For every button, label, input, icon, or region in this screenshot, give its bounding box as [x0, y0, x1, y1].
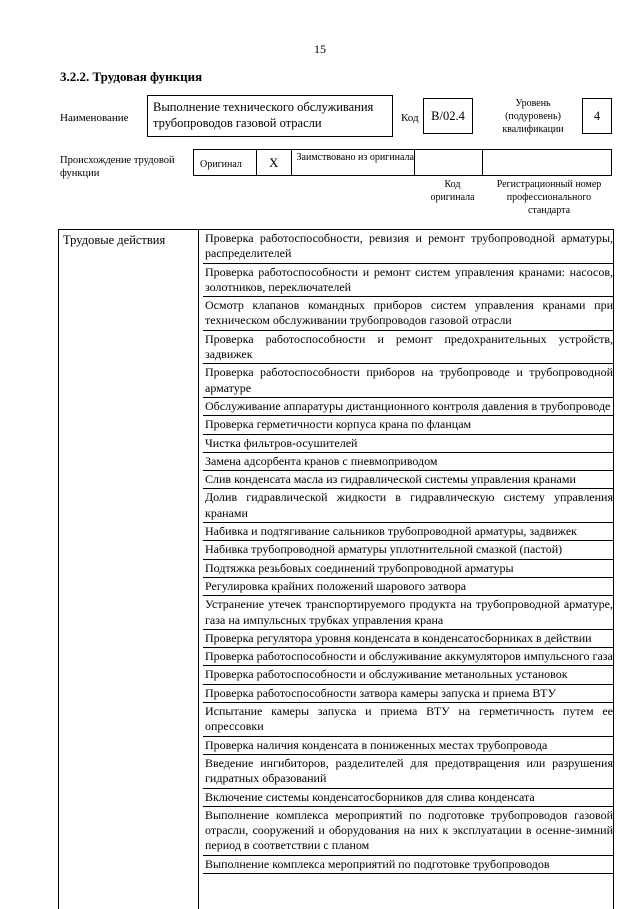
column-divider [198, 230, 199, 909]
labor-action-item: Замена адсорбента кранов с пневмоприводом [203, 453, 613, 471]
labor-action-item: Подтяжка резьбовых соединений трубопроводной арматуры [203, 560, 613, 578]
labor-action-item: Выполнение комплекса мероприятий по подготовке трубопроводов [203, 856, 613, 874]
code-label: Код [401, 112, 419, 124]
labor-action-item: Проверка работоспособности и обслуживание метанольных установок [203, 666, 613, 684]
reg-number-cell [483, 150, 611, 175]
original-label: Оригинал [194, 150, 257, 175]
labor-actions-label: Трудовые действия [63, 233, 166, 247]
origin-label: Происхождение трудовой функции [60, 155, 175, 179]
name-label: Наименование [60, 112, 129, 124]
labor-action-item: Устранение утечек транспортируемого продукта на трубопроводной арматуре, газа на импульсных трубках управления крана [203, 596, 613, 630]
labor-action-item: Проверка работоспособности приборов на трубопроводе и трубопроводной арматуре [203, 364, 613, 398]
labor-action-item: Включение системы конденсатосборников для слива конденсата [203, 789, 613, 807]
section-title: 3.2.2. Трудовая функция [60, 69, 203, 84]
labor-actions-list [203, 230, 613, 874]
labor-action-item: Проверка герметичности корпуса крана по фланцам [203, 416, 613, 434]
function-name-value: Выполнение технического обслуживания трубопроводов газовой отрасли [147, 95, 393, 137]
labor-action-item: Проверка работоспособности и ремонт предохранительных устройств, задвижек [203, 331, 613, 365]
code-original-label: Код оригинала [430, 179, 475, 203]
labor-action-item: Набивка трубопроводной арматуры уплотнительной смазкой (пастой) [203, 541, 613, 559]
labor-action-item: Слив конденсата масла из гидравлической системы управления кранами [203, 471, 613, 489]
labor-action-item: Набивка и подтягивание сальников трубопроводной арматуры, задвижек [203, 523, 613, 541]
level-label: Уровень (подуровень) квалификации [502, 98, 564, 135]
labor-actions-table [58, 229, 614, 909]
original-mark: X [257, 150, 292, 175]
labor-action-item: Осмотр клапанов командных приборов систем управления кранами при техническом обслуживании трубопроводов газовой отрасли [203, 297, 613, 331]
labor-action-item: Проверка наличия конденсата в пониженных местах трубопровода [203, 737, 613, 755]
labor-action-item: Регулировка крайних положений шарового затвора [203, 578, 613, 596]
labor-action-item: Введение ингибиторов, разделителей для предотвращения или разрушения гидратных образований [203, 755, 613, 789]
labor-action-item: Долив гидравлической жидкости в гидравлическую систему управления кранами [203, 489, 613, 523]
origin-table [193, 149, 612, 176]
labor-action-item: Чистка фильтров-осушителей [203, 435, 613, 453]
labor-action-item: Проверка работоспособности затвора камеры запуска и приема ВТУ [203, 685, 613, 703]
function-code-value: B/02.4 [423, 98, 473, 134]
qualification-level-value: 4 [582, 98, 612, 134]
labor-action-item: Обслуживание аппаратуры дистанционного контроля давления в трубопроводе [203, 398, 613, 416]
labor-action-item: Испытание камеры запуска и приема ВТУ на герметичность путем ее опрессовки [203, 703, 613, 737]
reg-number-label: Регистрационный номер профессионального стандарта [496, 179, 602, 216]
labor-action-item: Проверка работоспособности и ремонт систем управления кранами: насосов, золотников, переключателей [203, 264, 613, 298]
labor-action-item: Проверка работоспособности, ревизия и ремонт трубопроводной арматуры, распределителей [203, 230, 613, 264]
page-number: 15 [314, 42, 326, 56]
labor-action-item: Выполнение комплекса мероприятий по подготовке трубопроводов газовой отрасли, сооружений и оборудования на них к эксплуатации в осенне-зимний период в соответствии с планом [203, 807, 613, 856]
labor-action-item: Проверка работоспособности и обслуживание аккумуляторов импульсного газа [203, 648, 613, 666]
code-original-cell [415, 150, 483, 175]
borrowed-label: Заимствовано из оригинала [292, 150, 415, 175]
labor-action-item: Проверка регулятора уровня конденсата в конденсатосборниках в действии [203, 630, 613, 648]
